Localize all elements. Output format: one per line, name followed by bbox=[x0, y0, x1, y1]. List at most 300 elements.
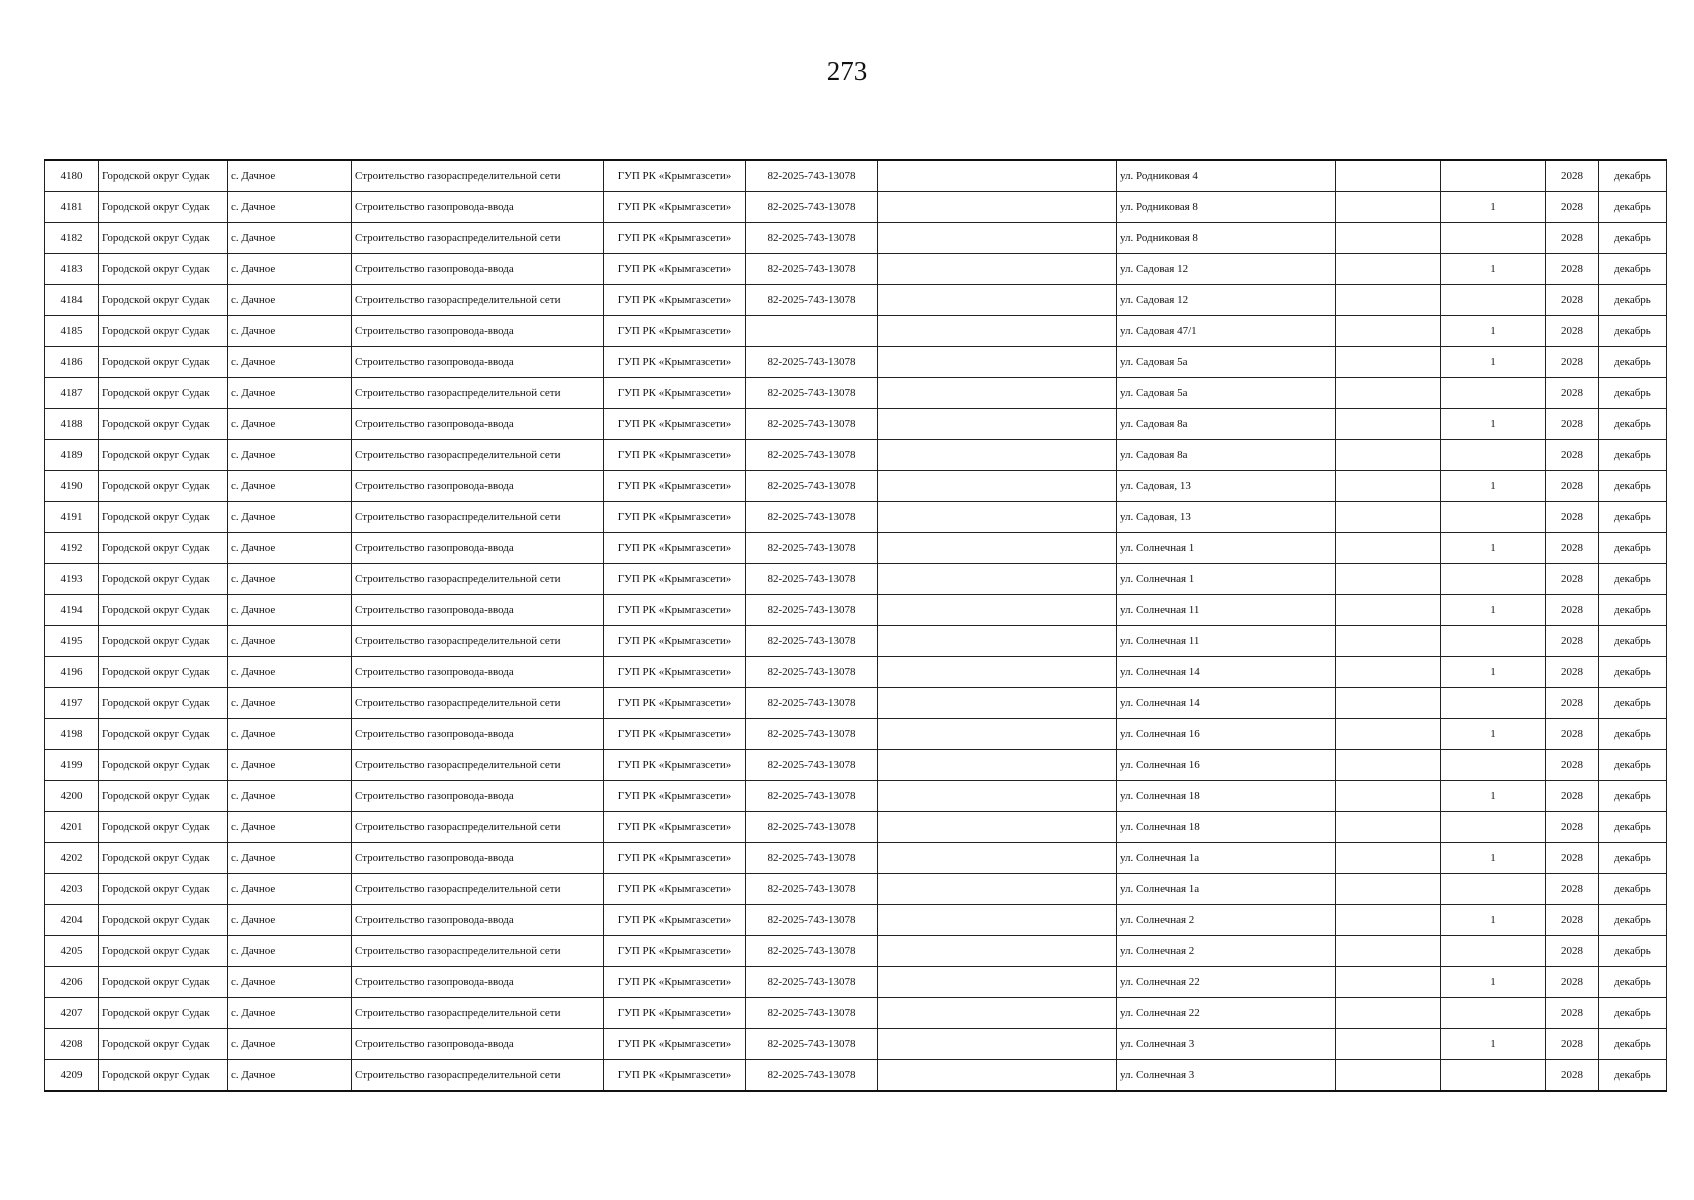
address-cell: ул. Родниковая 4 bbox=[1117, 160, 1336, 192]
work-type-cell: Строительство газораспределительной сети bbox=[352, 750, 604, 781]
program-code-cell: 82-2025-743-13078 bbox=[746, 378, 878, 409]
quantity-cell: 1 bbox=[1441, 967, 1546, 998]
empty-cell bbox=[878, 254, 1117, 285]
empty-cell bbox=[878, 843, 1117, 874]
year-cell: 2028 bbox=[1546, 378, 1599, 409]
address-cell: ул. Родниковая 8 bbox=[1117, 192, 1336, 223]
quantity-cell bbox=[1441, 688, 1546, 719]
table-row bbox=[45, 254, 1667, 285]
program-code-cell: 82-2025-743-13078 bbox=[746, 967, 878, 998]
district-cell: Городской округ Судак bbox=[99, 160, 228, 192]
year-cell: 2028 bbox=[1546, 905, 1599, 936]
empty-cell bbox=[878, 502, 1117, 533]
work-type-cell: Строительство газопровода-ввода bbox=[352, 595, 604, 626]
district-cell: Городской округ Судак bbox=[99, 1029, 228, 1060]
row-number: 4204 bbox=[45, 905, 99, 936]
work-type-cell: Строительство газопровода-ввода bbox=[352, 905, 604, 936]
address-cell: ул. Солнечная 1а bbox=[1117, 874, 1336, 905]
district-cell: Городской округ Судак bbox=[99, 316, 228, 347]
address-cell: ул. Солнечная 11 bbox=[1117, 595, 1336, 626]
organization-cell: ГУП РК «Крымгазсети» bbox=[604, 1029, 746, 1060]
district-cell: Городской округ Судак bbox=[99, 502, 228, 533]
work-type-cell: Строительство газораспределительной сети bbox=[352, 223, 604, 254]
table-row bbox=[45, 998, 1667, 1029]
register-rows bbox=[45, 160, 1667, 1091]
quantity-cell: 1 bbox=[1441, 316, 1546, 347]
empty-cell-2 bbox=[1336, 160, 1441, 192]
empty-cell bbox=[878, 471, 1117, 502]
address-cell: ул. Солнечная 2 bbox=[1117, 905, 1336, 936]
settlement-cell: с. Дачное bbox=[228, 316, 352, 347]
district-cell: Городской округ Судак bbox=[99, 905, 228, 936]
month-cell: декабрь bbox=[1599, 936, 1667, 967]
program-code-cell: 82-2025-743-13078 bbox=[746, 626, 878, 657]
table-row bbox=[45, 316, 1667, 347]
empty-cell-2 bbox=[1336, 378, 1441, 409]
program-code-cell: 82-2025-743-13078 bbox=[746, 998, 878, 1029]
district-cell: Городской округ Судак bbox=[99, 750, 228, 781]
settlement-cell: с. Дачное bbox=[228, 1060, 352, 1092]
organization-cell: ГУП РК «Крымгазсети» bbox=[604, 750, 746, 781]
register-table bbox=[44, 159, 1667, 1092]
district-cell: Городской округ Судак bbox=[99, 192, 228, 223]
work-type-cell: Строительство газопровода-ввода bbox=[352, 657, 604, 688]
settlement-cell: с. Дачное bbox=[228, 347, 352, 378]
row-number: 4201 bbox=[45, 812, 99, 843]
quantity-cell: 1 bbox=[1441, 254, 1546, 285]
row-number: 4192 bbox=[45, 533, 99, 564]
address-cell: ул. Солнечная 3 bbox=[1117, 1060, 1336, 1092]
table-row bbox=[45, 347, 1667, 378]
district-cell: Городской округ Судак bbox=[99, 874, 228, 905]
month-cell: декабрь bbox=[1599, 967, 1667, 998]
program-code-cell: 82-2025-743-13078 bbox=[746, 595, 878, 626]
empty-cell-2 bbox=[1336, 905, 1441, 936]
empty-cell bbox=[878, 533, 1117, 564]
table-row bbox=[45, 409, 1667, 440]
work-type-cell: Строительство газораспределительной сети bbox=[352, 688, 604, 719]
district-cell: Городской округ Судак bbox=[99, 471, 228, 502]
year-cell: 2028 bbox=[1546, 750, 1599, 781]
quantity-cell bbox=[1441, 1060, 1546, 1092]
address-cell: ул. Солнечная 1 bbox=[1117, 564, 1336, 595]
empty-cell bbox=[878, 719, 1117, 750]
empty-cell bbox=[878, 905, 1117, 936]
table-row bbox=[45, 192, 1667, 223]
work-type-cell: Строительство газораспределительной сети bbox=[352, 812, 604, 843]
address-cell: ул. Садовая 12 bbox=[1117, 285, 1336, 316]
month-cell: декабрь bbox=[1599, 843, 1667, 874]
row-number: 4209 bbox=[45, 1060, 99, 1092]
empty-cell bbox=[878, 626, 1117, 657]
quantity-cell: 1 bbox=[1441, 347, 1546, 378]
month-cell: декабрь bbox=[1599, 409, 1667, 440]
quantity-cell: 1 bbox=[1441, 471, 1546, 502]
organization-cell: ГУП РК «Крымгазсети» bbox=[604, 688, 746, 719]
table-row bbox=[45, 595, 1667, 626]
month-cell: декабрь bbox=[1599, 440, 1667, 471]
work-type-cell: Строительство газораспределительной сети bbox=[352, 160, 604, 192]
address-cell: ул. Солнечная 16 bbox=[1117, 719, 1336, 750]
settlement-cell: с. Дачное bbox=[228, 874, 352, 905]
program-code-cell: 82-2025-743-13078 bbox=[746, 812, 878, 843]
work-type-cell: Строительство газораспределительной сети bbox=[352, 1060, 604, 1092]
year-cell: 2028 bbox=[1546, 1029, 1599, 1060]
empty-cell-2 bbox=[1336, 254, 1441, 285]
quantity-cell: 1 bbox=[1441, 595, 1546, 626]
settlement-cell: с. Дачное bbox=[228, 595, 352, 626]
year-cell: 2028 bbox=[1546, 254, 1599, 285]
month-cell: декабрь bbox=[1599, 750, 1667, 781]
organization-cell: ГУП РК «Крымгазсети» bbox=[604, 1060, 746, 1092]
settlement-cell: с. Дачное bbox=[228, 688, 352, 719]
table-row bbox=[45, 1029, 1667, 1060]
quantity-cell: 1 bbox=[1441, 843, 1546, 874]
program-code-cell: 82-2025-743-13078 bbox=[746, 533, 878, 564]
row-number: 4194 bbox=[45, 595, 99, 626]
row-number: 4180 bbox=[45, 160, 99, 192]
settlement-cell: с. Дачное bbox=[228, 223, 352, 254]
year-cell: 2028 bbox=[1546, 688, 1599, 719]
district-cell: Городской округ Судак bbox=[99, 533, 228, 564]
year-cell: 2028 bbox=[1546, 967, 1599, 998]
organization-cell: ГУП РК «Крымгазсети» bbox=[604, 254, 746, 285]
empty-cell bbox=[878, 316, 1117, 347]
row-number: 4193 bbox=[45, 564, 99, 595]
program-code-cell: 82-2025-743-13078 bbox=[746, 1060, 878, 1092]
quantity-cell: 1 bbox=[1441, 905, 1546, 936]
year-cell: 2028 bbox=[1546, 719, 1599, 750]
program-code-cell: 82-2025-743-13078 bbox=[746, 657, 878, 688]
month-cell: декабрь bbox=[1599, 223, 1667, 254]
year-cell: 2028 bbox=[1546, 1060, 1599, 1092]
table-row bbox=[45, 843, 1667, 874]
empty-cell-2 bbox=[1336, 998, 1441, 1029]
month-cell: декабрь bbox=[1599, 626, 1667, 657]
empty-cell bbox=[878, 936, 1117, 967]
district-cell: Городской округ Судак bbox=[99, 409, 228, 440]
organization-cell: ГУП РК «Крымгазсети» bbox=[604, 564, 746, 595]
district-cell: Городской округ Судак bbox=[99, 843, 228, 874]
empty-cell bbox=[878, 223, 1117, 254]
year-cell: 2028 bbox=[1546, 316, 1599, 347]
program-code-cell: 82-2025-743-13078 bbox=[746, 160, 878, 192]
district-cell: Городской округ Судак bbox=[99, 936, 228, 967]
quantity-cell bbox=[1441, 750, 1546, 781]
row-number: 4183 bbox=[45, 254, 99, 285]
month-cell: декабрь bbox=[1599, 533, 1667, 564]
table-row bbox=[45, 160, 1667, 192]
address-cell: ул. Садовая 12 bbox=[1117, 254, 1336, 285]
work-type-cell: Строительство газораспределительной сети bbox=[352, 564, 604, 595]
address-cell: ул. Садовая 5а bbox=[1117, 347, 1336, 378]
row-number: 4202 bbox=[45, 843, 99, 874]
row-number: 4205 bbox=[45, 936, 99, 967]
program-code-cell: 82-2025-743-13078 bbox=[746, 564, 878, 595]
program-code-cell: 82-2025-743-13078 bbox=[746, 347, 878, 378]
empty-cell-2 bbox=[1336, 285, 1441, 316]
settlement-cell: с. Дачное bbox=[228, 719, 352, 750]
table-row bbox=[45, 657, 1667, 688]
settlement-cell: с. Дачное bbox=[228, 998, 352, 1029]
year-cell: 2028 bbox=[1546, 595, 1599, 626]
table-row bbox=[45, 967, 1667, 998]
month-cell: декабрь bbox=[1599, 1060, 1667, 1092]
month-cell: декабрь bbox=[1599, 285, 1667, 316]
row-number: 4188 bbox=[45, 409, 99, 440]
quantity-cell bbox=[1441, 812, 1546, 843]
district-cell: Городской округ Судак bbox=[99, 812, 228, 843]
quantity-cell bbox=[1441, 626, 1546, 657]
year-cell: 2028 bbox=[1546, 502, 1599, 533]
empty-cell-2 bbox=[1336, 812, 1441, 843]
district-cell: Городской округ Судак bbox=[99, 719, 228, 750]
settlement-cell: с. Дачное bbox=[228, 409, 352, 440]
program-code-cell: 82-2025-743-13078 bbox=[746, 1029, 878, 1060]
work-type-cell: Строительство газораспределительной сети bbox=[352, 378, 604, 409]
organization-cell: ГУП РК «Крымгазсети» bbox=[604, 781, 746, 812]
district-cell: Городской округ Судак bbox=[99, 657, 228, 688]
work-type-cell: Строительство газораспределительной сети bbox=[352, 502, 604, 533]
row-number: 4182 bbox=[45, 223, 99, 254]
table-row bbox=[45, 781, 1667, 812]
work-type-cell: Строительство газопровода-ввода bbox=[352, 967, 604, 998]
year-cell: 2028 bbox=[1546, 440, 1599, 471]
month-cell: декабрь bbox=[1599, 316, 1667, 347]
table-row bbox=[45, 533, 1667, 564]
district-cell: Городской округ Судак bbox=[99, 440, 228, 471]
table-row bbox=[45, 378, 1667, 409]
district-cell: Городской округ Судак bbox=[99, 1060, 228, 1092]
organization-cell: ГУП РК «Крымгазсети» bbox=[604, 719, 746, 750]
address-cell: ул. Солнечная 11 bbox=[1117, 626, 1336, 657]
quantity-cell bbox=[1441, 502, 1546, 533]
district-cell: Городской округ Судак bbox=[99, 378, 228, 409]
settlement-cell: с. Дачное bbox=[228, 812, 352, 843]
address-cell: ул. Солнечная 22 bbox=[1117, 998, 1336, 1029]
quantity-cell bbox=[1441, 378, 1546, 409]
district-cell: Городской округ Судак bbox=[99, 285, 228, 316]
table-row bbox=[45, 626, 1667, 657]
quantity-cell bbox=[1441, 936, 1546, 967]
empty-cell bbox=[878, 409, 1117, 440]
organization-cell: ГУП РК «Крымгазсети» bbox=[604, 285, 746, 316]
address-cell: ул. Солнечная 18 bbox=[1117, 812, 1336, 843]
district-cell: Городской округ Судак bbox=[99, 347, 228, 378]
quantity-cell bbox=[1441, 285, 1546, 316]
table-row bbox=[45, 812, 1667, 843]
work-type-cell: Строительство газопровода-ввода bbox=[352, 533, 604, 564]
month-cell: декабрь bbox=[1599, 502, 1667, 533]
organization-cell: ГУП РК «Крымгазсети» bbox=[604, 812, 746, 843]
table-row bbox=[45, 688, 1667, 719]
empty-cell-2 bbox=[1336, 440, 1441, 471]
table-row bbox=[45, 285, 1667, 316]
empty-cell bbox=[878, 688, 1117, 719]
year-cell: 2028 bbox=[1546, 223, 1599, 254]
organization-cell: ГУП РК «Крымгазсети» bbox=[604, 347, 746, 378]
organization-cell: ГУП РК «Крымгазсети» bbox=[604, 595, 746, 626]
month-cell: декабрь bbox=[1599, 657, 1667, 688]
row-number: 4191 bbox=[45, 502, 99, 533]
settlement-cell: с. Дачное bbox=[228, 843, 352, 874]
year-cell: 2028 bbox=[1546, 564, 1599, 595]
address-cell: ул. Солнечная 2 bbox=[1117, 936, 1336, 967]
month-cell: декабрь bbox=[1599, 998, 1667, 1029]
empty-cell-2 bbox=[1336, 626, 1441, 657]
program-code-cell: 82-2025-743-13078 bbox=[746, 750, 878, 781]
row-number: 4203 bbox=[45, 874, 99, 905]
district-cell: Городской округ Судак bbox=[99, 967, 228, 998]
organization-cell: ГУП РК «Крымгазсети» bbox=[604, 657, 746, 688]
empty-cell-2 bbox=[1336, 1029, 1441, 1060]
work-type-cell: Строительство газопровода-ввода bbox=[352, 719, 604, 750]
settlement-cell: с. Дачное bbox=[228, 471, 352, 502]
year-cell: 2028 bbox=[1546, 626, 1599, 657]
work-type-cell: Строительство газораспределительной сети bbox=[352, 874, 604, 905]
program-code-cell: 82-2025-743-13078 bbox=[746, 440, 878, 471]
address-cell: ул. Солнечная 14 bbox=[1117, 688, 1336, 719]
table-row bbox=[45, 750, 1667, 781]
district-cell: Городской округ Судак bbox=[99, 688, 228, 719]
row-number: 4208 bbox=[45, 1029, 99, 1060]
district-cell: Городской округ Судак bbox=[99, 254, 228, 285]
organization-cell: ГУП РК «Крымгазсети» bbox=[604, 223, 746, 254]
quantity-cell bbox=[1441, 998, 1546, 1029]
year-cell: 2028 bbox=[1546, 936, 1599, 967]
table-row bbox=[45, 936, 1667, 967]
row-number: 4189 bbox=[45, 440, 99, 471]
table-row bbox=[45, 502, 1667, 533]
empty-cell bbox=[878, 595, 1117, 626]
work-type-cell: Строительство газопровода-ввода bbox=[352, 254, 604, 285]
program-code-cell: 82-2025-743-13078 bbox=[746, 502, 878, 533]
year-cell: 2028 bbox=[1546, 409, 1599, 440]
quantity-cell: 1 bbox=[1441, 781, 1546, 812]
settlement-cell: с. Дачное bbox=[228, 905, 352, 936]
empty-cell-2 bbox=[1336, 657, 1441, 688]
organization-cell: ГУП РК «Крымгазсети» bbox=[604, 843, 746, 874]
work-type-cell: Строительство газораспределительной сети bbox=[352, 998, 604, 1029]
quantity-cell: 1 bbox=[1441, 409, 1546, 440]
empty-cell bbox=[878, 750, 1117, 781]
row-number: 4207 bbox=[45, 998, 99, 1029]
row-number: 4197 bbox=[45, 688, 99, 719]
table-row bbox=[45, 564, 1667, 595]
table-row bbox=[45, 874, 1667, 905]
empty-cell-2 bbox=[1336, 347, 1441, 378]
table-row bbox=[45, 719, 1667, 750]
row-number: 4200 bbox=[45, 781, 99, 812]
work-type-cell: Строительство газопровода-ввода bbox=[352, 781, 604, 812]
program-code-cell: 82-2025-743-13078 bbox=[746, 471, 878, 502]
quantity-cell: 1 bbox=[1441, 657, 1546, 688]
address-cell: ул. Садовая 8а bbox=[1117, 440, 1336, 471]
address-cell: ул. Родниковая 8 bbox=[1117, 223, 1336, 254]
organization-cell: ГУП РК «Крымгазсети» bbox=[604, 409, 746, 440]
month-cell: декабрь bbox=[1599, 905, 1667, 936]
program-code-cell: 82-2025-743-13078 bbox=[746, 905, 878, 936]
district-cell: Городской округ Судак bbox=[99, 595, 228, 626]
empty-cell-2 bbox=[1336, 471, 1441, 502]
year-cell: 2028 bbox=[1546, 812, 1599, 843]
district-cell: Городской округ Судак bbox=[99, 564, 228, 595]
program-code-cell: 82-2025-743-13078 bbox=[746, 285, 878, 316]
organization-cell: ГУП РК «Крымгазсети» bbox=[604, 316, 746, 347]
empty-cell-2 bbox=[1336, 192, 1441, 223]
program-code-cell: 82-2025-743-13078 bbox=[746, 223, 878, 254]
empty-cell bbox=[878, 285, 1117, 316]
program-code-cell: 82-2025-743-13078 bbox=[746, 936, 878, 967]
month-cell: декабрь bbox=[1599, 874, 1667, 905]
row-number: 4196 bbox=[45, 657, 99, 688]
empty-cell-2 bbox=[1336, 1060, 1441, 1092]
settlement-cell: с. Дачное bbox=[228, 564, 352, 595]
month-cell: декабрь bbox=[1599, 160, 1667, 192]
empty-cell-2 bbox=[1336, 781, 1441, 812]
year-cell: 2028 bbox=[1546, 347, 1599, 378]
empty-cell bbox=[878, 347, 1117, 378]
program-code-cell bbox=[746, 316, 878, 347]
row-number: 4190 bbox=[45, 471, 99, 502]
empty-cell-2 bbox=[1336, 595, 1441, 626]
program-code-cell: 82-2025-743-13078 bbox=[746, 874, 878, 905]
organization-cell: ГУП РК «Крымгазсети» bbox=[604, 967, 746, 998]
organization-cell: ГУП РК «Крымгазсети» bbox=[604, 440, 746, 471]
empty-cell-2 bbox=[1336, 316, 1441, 347]
address-cell: ул. Садовая 5а bbox=[1117, 378, 1336, 409]
district-cell: Городской округ Судак bbox=[99, 626, 228, 657]
organization-cell: ГУП РК «Крымгазсети» bbox=[604, 626, 746, 657]
organization-cell: ГУП РК «Крымгазсети» bbox=[604, 378, 746, 409]
empty-cell bbox=[878, 1060, 1117, 1092]
table-row bbox=[45, 223, 1667, 254]
work-type-cell: Строительство газораспределительной сети bbox=[352, 626, 604, 657]
settlement-cell: с. Дачное bbox=[228, 781, 352, 812]
organization-cell: ГУП РК «Крымгазсети» bbox=[604, 160, 746, 192]
district-cell: Городской округ Судак bbox=[99, 781, 228, 812]
year-cell: 2028 bbox=[1546, 843, 1599, 874]
quantity-cell bbox=[1441, 223, 1546, 254]
empty-cell-2 bbox=[1336, 688, 1441, 719]
work-type-cell: Строительство газопровода-ввода bbox=[352, 471, 604, 502]
row-number: 4198 bbox=[45, 719, 99, 750]
row-number: 4181 bbox=[45, 192, 99, 223]
year-cell: 2028 bbox=[1546, 874, 1599, 905]
empty-cell bbox=[878, 440, 1117, 471]
empty-cell bbox=[878, 874, 1117, 905]
organization-cell: ГУП РК «Крымгазсети» bbox=[604, 936, 746, 967]
row-number: 4186 bbox=[45, 347, 99, 378]
empty-cell bbox=[878, 378, 1117, 409]
address-cell: ул. Солнечная 1а bbox=[1117, 843, 1336, 874]
program-code-cell: 82-2025-743-13078 bbox=[746, 688, 878, 719]
address-cell: ул. Солнечная 18 bbox=[1117, 781, 1336, 812]
work-type-cell: Строительство газораспределительной сети bbox=[352, 936, 604, 967]
empty-cell-2 bbox=[1336, 223, 1441, 254]
address-cell: ул. Солнечная 1 bbox=[1117, 533, 1336, 564]
address-cell: ул. Солнечная 22 bbox=[1117, 967, 1336, 998]
row-number: 4185 bbox=[45, 316, 99, 347]
organization-cell: ГУП РК «Крымгазсети» bbox=[604, 998, 746, 1029]
organization-cell: ГУП РК «Крымгазсети» bbox=[604, 874, 746, 905]
year-cell: 2028 bbox=[1546, 781, 1599, 812]
address-cell: ул. Солнечная 14 bbox=[1117, 657, 1336, 688]
row-number: 4206 bbox=[45, 967, 99, 998]
empty-cell-2 bbox=[1336, 533, 1441, 564]
program-code-cell: 82-2025-743-13078 bbox=[746, 192, 878, 223]
organization-cell: ГУП РК «Крымгазсети» bbox=[604, 471, 746, 502]
